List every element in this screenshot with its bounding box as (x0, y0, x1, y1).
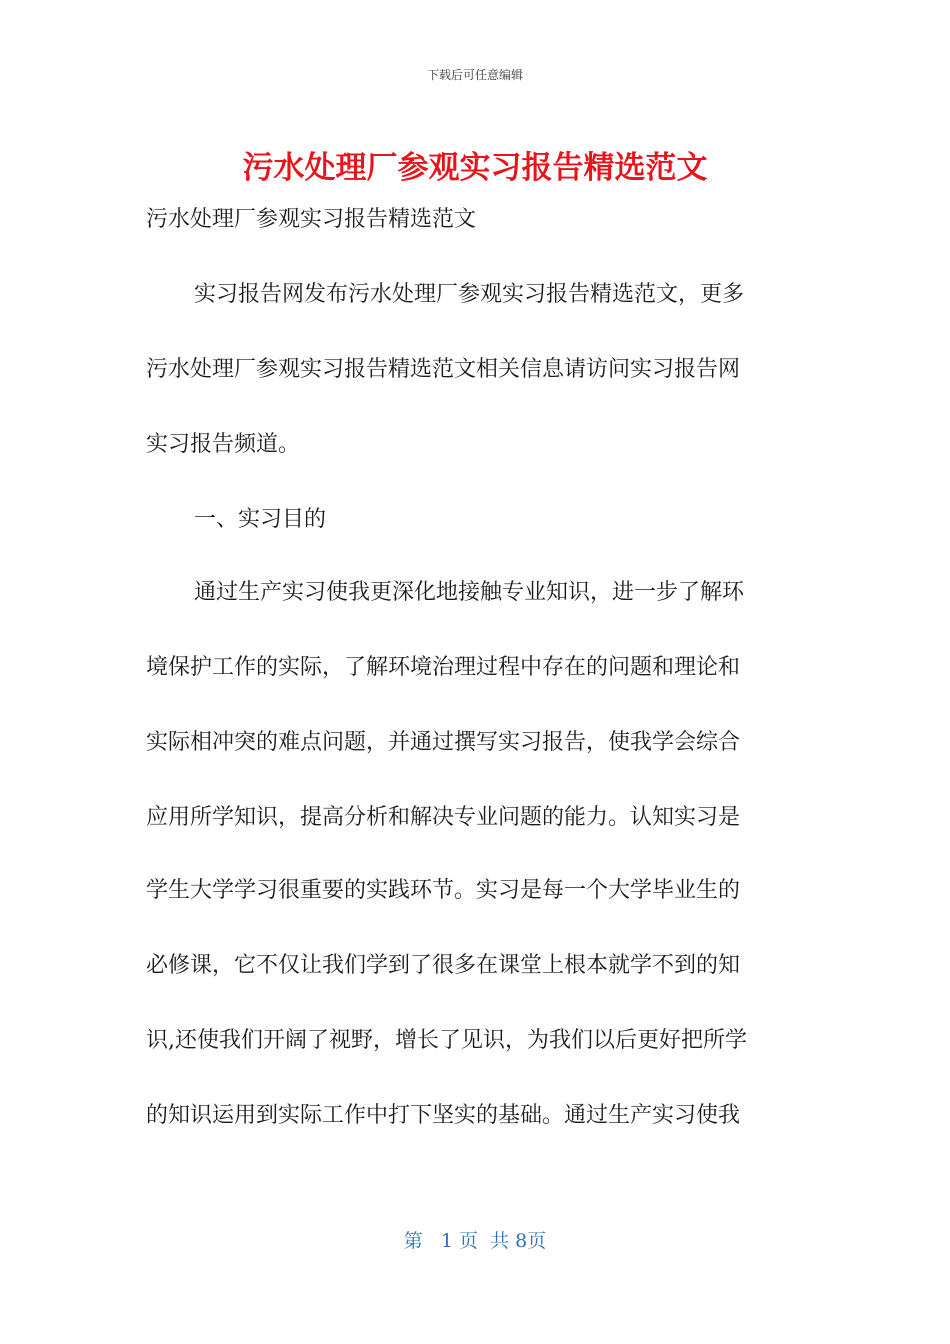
page-number-indicator: 第 1 页 共 8页 (403, 1230, 547, 1252)
paragraph-line: 污水处理厂参观实习报告精选范文相关信息请访问实习报告网 (146, 357, 741, 382)
paragraph-line: 境保护工作的实际，了解环境治理过程中存在的问题和理论和 (146, 655, 741, 680)
paragraph-line: 通过生产实习使我更深化地接触专业知识，进一步了解环 (194, 580, 745, 605)
document-subtitle: 污水处理厂参观实习报告精选范文 (146, 207, 477, 232)
paragraph-line: 学生大学学习很重要的实践环节。实习是每一个大学毕业生的 (146, 878, 741, 903)
paragraph-line: 识,还使我们开阔了视野，增长了见识，为我们以后更好把所学 (146, 1028, 747, 1053)
paragraph-line: 实习报告网发布污水处理厂参观实习报告精选范文，更多 (194, 282, 745, 307)
paragraph-line: 的知识运用到实际工作中打下坚实的基础。通过生产实习使我 (146, 1103, 741, 1128)
section-heading: 一、实习目的 (194, 507, 327, 532)
paragraph-line: 应用所学知识，提高分析和解决专业问题的能力。认知实习是 (146, 805, 741, 830)
paragraph-line: 必修课，它不仅让我们学到了很多在课堂上根本就学不到的知 (146, 953, 741, 978)
page-header-note: 下载后可任意编辑 (426, 68, 523, 82)
document-title: 污水处理厂参观实习报告精选范文 (242, 150, 708, 186)
paragraph-line: 实习报告频道。 (146, 432, 301, 457)
paragraph-line: 实际相冲突的难点问题，并通过撰写实习报告，使我学会综合 (146, 730, 741, 755)
